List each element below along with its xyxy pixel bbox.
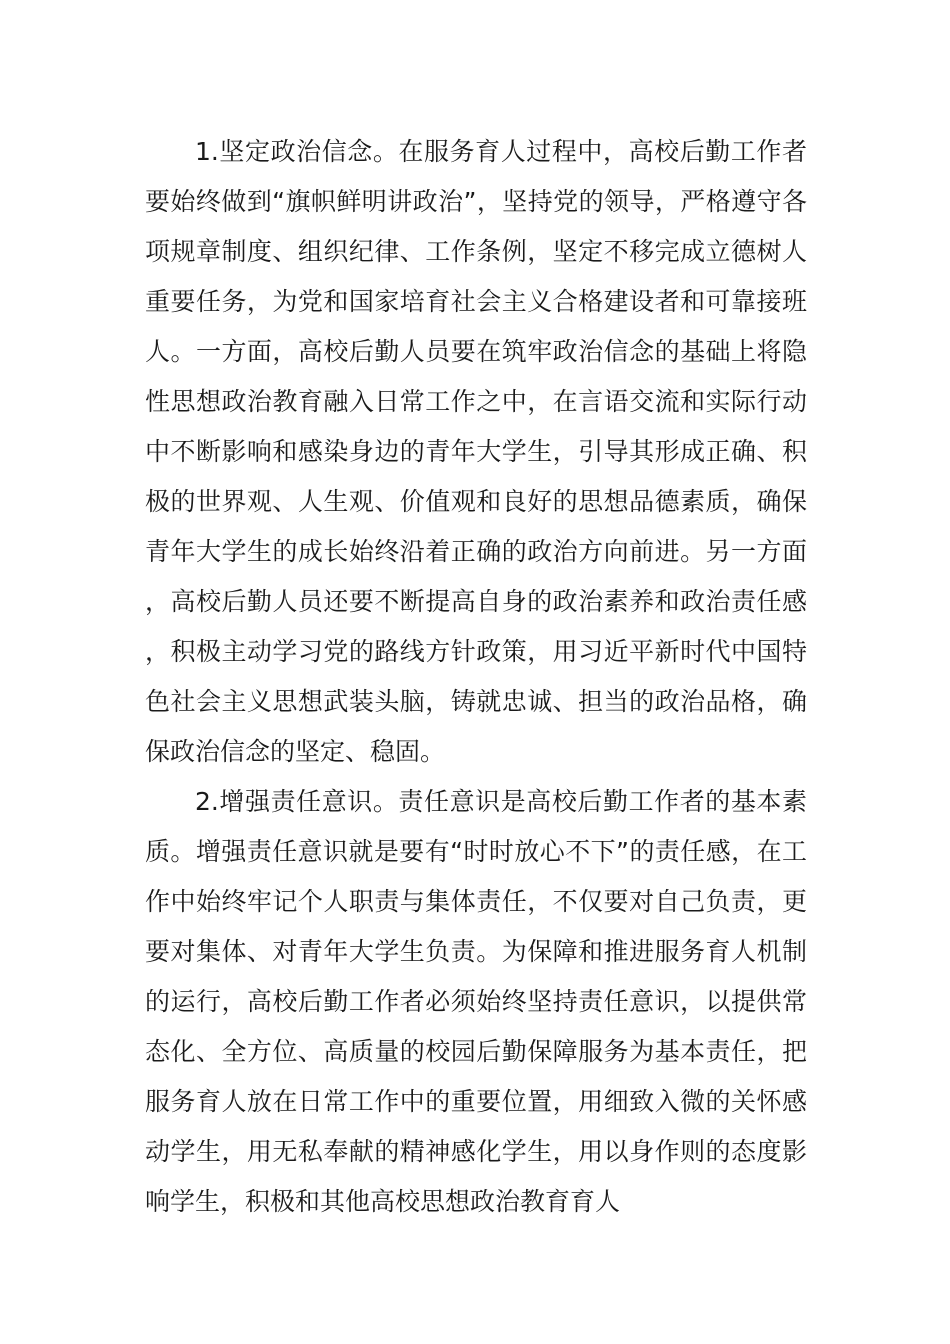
paragraph-responsibility: 2.增强责任意识。责任意识是高校后勤工作者的基本素质。增强责任意识就是要有“时时放心不下”的责任感，在工作中始终牢记个人职责与集体责任，不仅要对自己负责，更要对集体、对青年大学生负责。为保障和推进服务育人机制的运行，高校后勤工作者必须始终坚持责任意识，以提供常态化、全方位、高质量的校园后勤保障服务为基本责任，把服务育人放在日常工作中的重要位置，用细致入微的关怀感动学生，用无私奉献的精神感化学生，用以身作则的态度影响学生，积极和其他高校思想政治教育育人 bbox=[145, 787, 807, 1216]
document-body bbox=[145, 127, 807, 1227]
paragraph-political-belief: 1.坚定政治信念。在服务育人过程中，高校后勤工作者要始终做到“旗帜鲜明讲政治”，坚持党的领导，严格遵守各项规章制度、组织纪律、工作条例，坚定不移完成立德树人重要任务，为党和国家培育社会主义合格建设者和可靠接班人。一方面，高校后勤人员要在筑牢政治信念的基础上将隐性思想政治教育融入日常工作之中，在言语交流和实际行动中不断影响和感染身边的青年大学生，引导其形成正确、积极的世界观、人生观、价值观和良好的思想品德素质，确保青年大学生的成长始终沿着正确的政治方向前进。另一方面，高校后勤人员还要不断提高自身的政治素养和政治责任感，积极主动学习党的路线方针政策，用习近平新时代中国特色社会主义思想武装头脑，铸就忠诚、担当的政治品格，确保政治信念的坚定、稳固。 bbox=[145, 137, 807, 766]
